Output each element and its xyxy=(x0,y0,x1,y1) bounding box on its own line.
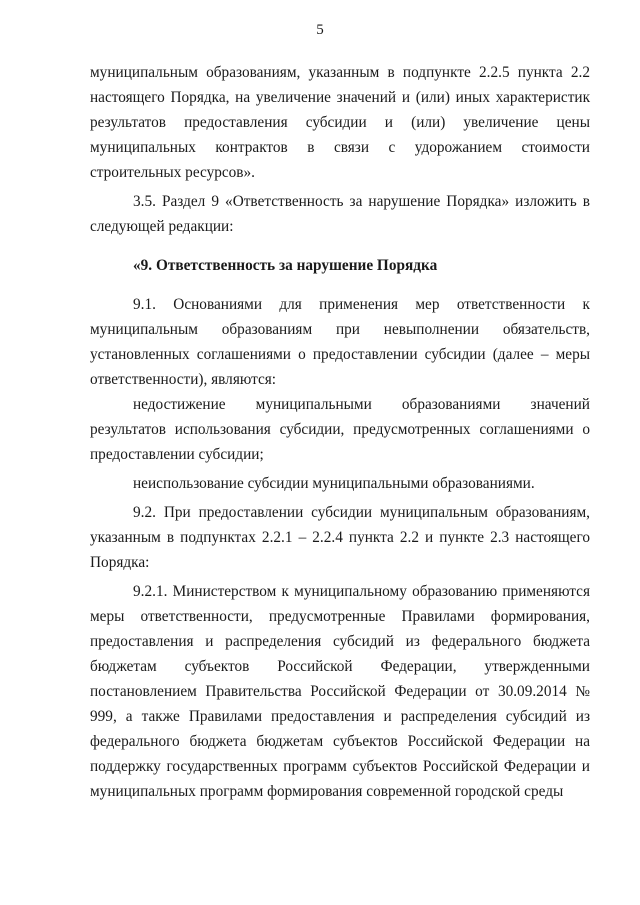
paragraph-9-1: 9.1. Основаниями для применения мер ответственности к муниципальным образованиям при невыполнении обязательств, установленных соглашениями о предоставлении субсидии (далее – меры ответственности), являются: xyxy=(90,296,590,388)
paragraph-list-item-2: неиспользование субсидии муниципальными образованиями. xyxy=(133,475,535,492)
document-body xyxy=(90,60,590,804)
paragraph-9-2: 9.2. При предоставлении субсидии муниципальным образованиям, указанным в подпунктах 2.2.1 – 2.2.4 пункта 2.2 и пункте 2.3 настоящего Порядка: xyxy=(90,504,590,571)
page-number: 5 xyxy=(316,22,324,38)
paragraph-3-5: 3.5. Раздел 9 «Ответственность за нарушение Порядка» изложить в следующей редакции: xyxy=(90,193,590,235)
paragraph-continuation: муниципальным образованиям, указанным в подпункте 2.2.5 пункта 2.2 настоящего Порядка, на увеличение значений и (или) иных характеристик результатов предоставления субсидии и (или) увеличение цены муниципальных контрактов в связи с удорожанием стоимости строительных ресурсов». xyxy=(90,64,590,181)
paragraph-list-item-1: недостижение муниципальными образованиями значений результатов использования субсидии, предусмотренных соглашениями о предоставлении субсидии; xyxy=(90,396,590,463)
paragraph-9-2-1: 9.2.1. Министерством к муниципальному образованию применяются меры ответственности, предусмотренные Правилами формирования, предоставления и распределения субсидий из федерального бюджета бюджетам субъектов Российской Федерации, утвержденными постановлением Правительства Российской Федерации от 30.09.2014 № 999, а также Правилами предоставления и распределения субсидий из федерального бюджета бюджетам субъектов Российской Федерации на поддержку государственных программ субъектов Российской Федерации и муниципальных программ формирования современной городской среды xyxy=(90,583,590,800)
section-heading: «9. Ответственность за нарушение Порядка xyxy=(133,257,438,274)
